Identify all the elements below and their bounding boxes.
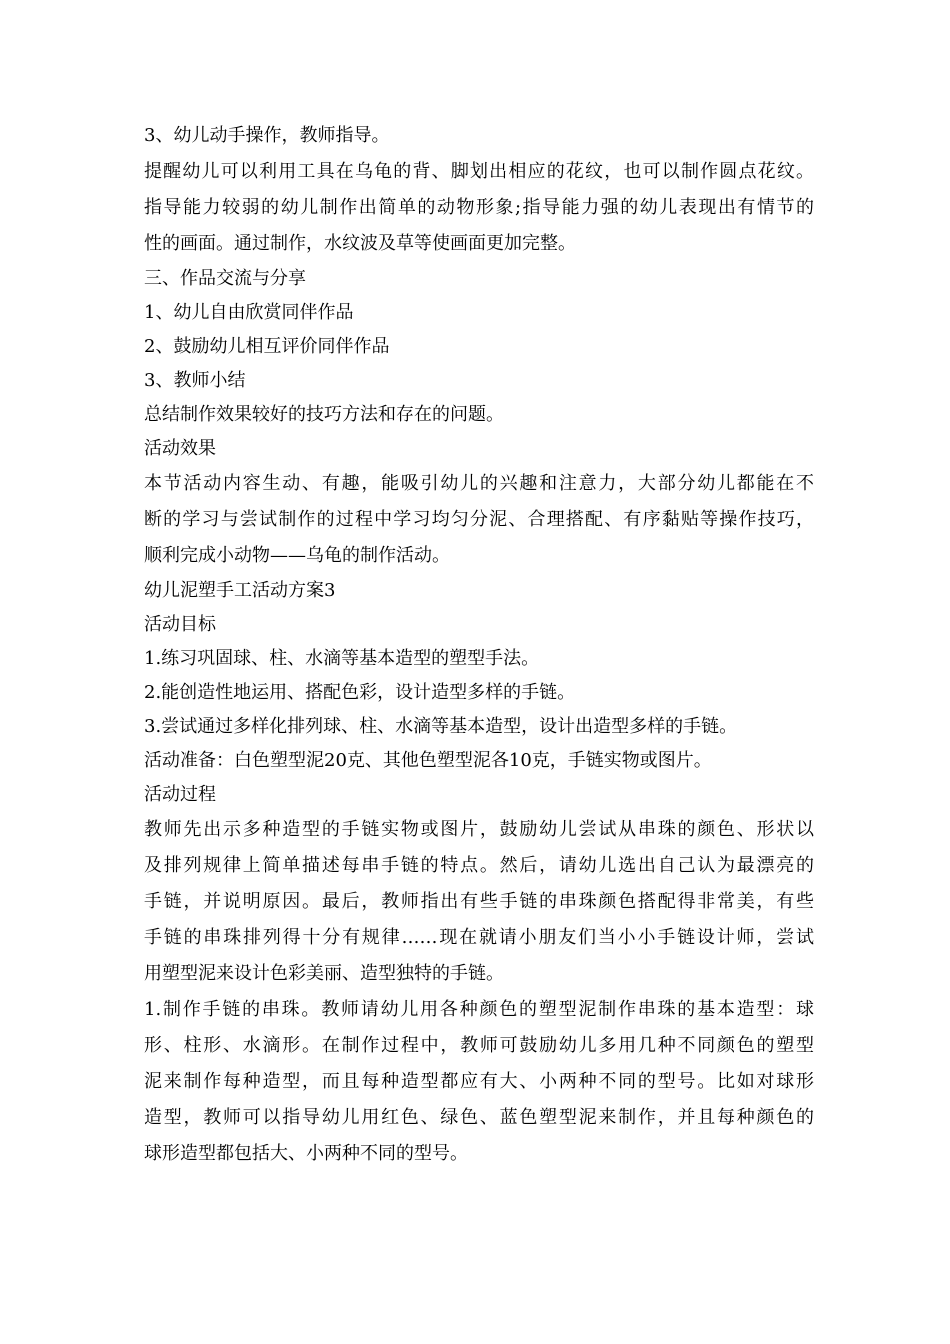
text-line: 造型，教师可以指导幼儿用红色、绿色、蓝色塑型泥来制作，并且每种颜色的 xyxy=(144,1107,814,1128)
text-line: 球形造型都包括大、小两种不同的型号。 xyxy=(144,1143,468,1164)
text-line: 3、幼儿动手操作，教师指导。 xyxy=(144,125,390,146)
text-line: 1、幼儿自由欣赏同伴作品 xyxy=(144,302,354,323)
section-heading: 活动过程 xyxy=(144,784,216,805)
text-line: 2.能创造性地运用、搭配色彩，设计造型多样的手链。 xyxy=(144,682,576,703)
section-heading: 活动目标 xyxy=(144,614,216,635)
text-line: 指导能力较弱的幼儿制作出简单的动物形象;指导能力强的幼儿表现出有情节的 xyxy=(144,197,814,218)
text-line: 活动准备：白色塑型泥20克、其他色塑型泥各10克，手链实物或图片。 xyxy=(144,750,712,771)
text-line: 1.练习巩固球、柱、水滴等基本造型的塑型手法。 xyxy=(144,648,540,669)
text-line: 本节活动内容生动、有趣，能吸引幼儿的兴趣和注意力，大部分幼儿都能在不 xyxy=(144,473,814,494)
text-line: 泥来制作每种造型，而且每种造型都应有大、小两种不同的型号。比如对球形 xyxy=(144,1071,814,1092)
text-line: 性的画面。通过制作，水纹波及草等使画面更加完整。 xyxy=(144,233,576,254)
section-heading: 活动效果 xyxy=(144,438,216,459)
document-body xyxy=(144,118,814,1172)
text-line: 3、教师小结 xyxy=(144,370,246,391)
document-title: 幼儿泥塑手工活动方案3 xyxy=(144,580,336,601)
text-line: 提醒幼儿可以利用工具在乌龟的背、脚划出相应的花纹，也可以制作圆点花纹。 xyxy=(144,161,814,182)
text-line: 2、鼓励幼儿相互评价同伴作品 xyxy=(144,336,390,357)
text-line: 形、柱形、水滴形。在制作过程中，教师可鼓励幼儿多用几种不同颜色的塑型 xyxy=(144,1035,814,1056)
text-line: 用塑型泥来设计色彩美丽、造型独特的手链。 xyxy=(144,963,504,984)
text-line: 1.制作手链的串珠。教师请幼儿用各种颜色的塑型泥制作串珠的基本造型：球 xyxy=(144,999,814,1020)
text-line: 手链，并说明原因。最后，教师指出有些手链的串珠颜色搭配得非常美，有些 xyxy=(144,891,814,912)
text-line: 教师先出示多种造型的手链实物或图片，鼓励幼儿尝试从串珠的颜色、形状以 xyxy=(144,819,814,840)
text-line: 及排列规律上简单描述每串手链的特点。然后，请幼儿选出自己认为最漂亮的 xyxy=(144,855,814,876)
text-line: 断的学习与尝试制作的过程中学习均匀分泥、合理搭配、有序黏贴等操作技巧， xyxy=(144,509,814,530)
section-heading: 三、作品交流与分享 xyxy=(144,268,306,289)
text-line: 总结制作效果较好的技巧方法和存在的问题。 xyxy=(144,404,504,425)
text-line: 顺利完成小动物——乌龟的制作活动。 xyxy=(144,545,450,566)
text-line: 3.尝试通过多样化排列球、柱、水滴等基本造型，设计出造型多样的手链。 xyxy=(144,716,738,737)
text-line: 手链的串珠排列得十分有规律……现在就请小朋友们当小小手链设计师，尝试 xyxy=(144,927,814,948)
